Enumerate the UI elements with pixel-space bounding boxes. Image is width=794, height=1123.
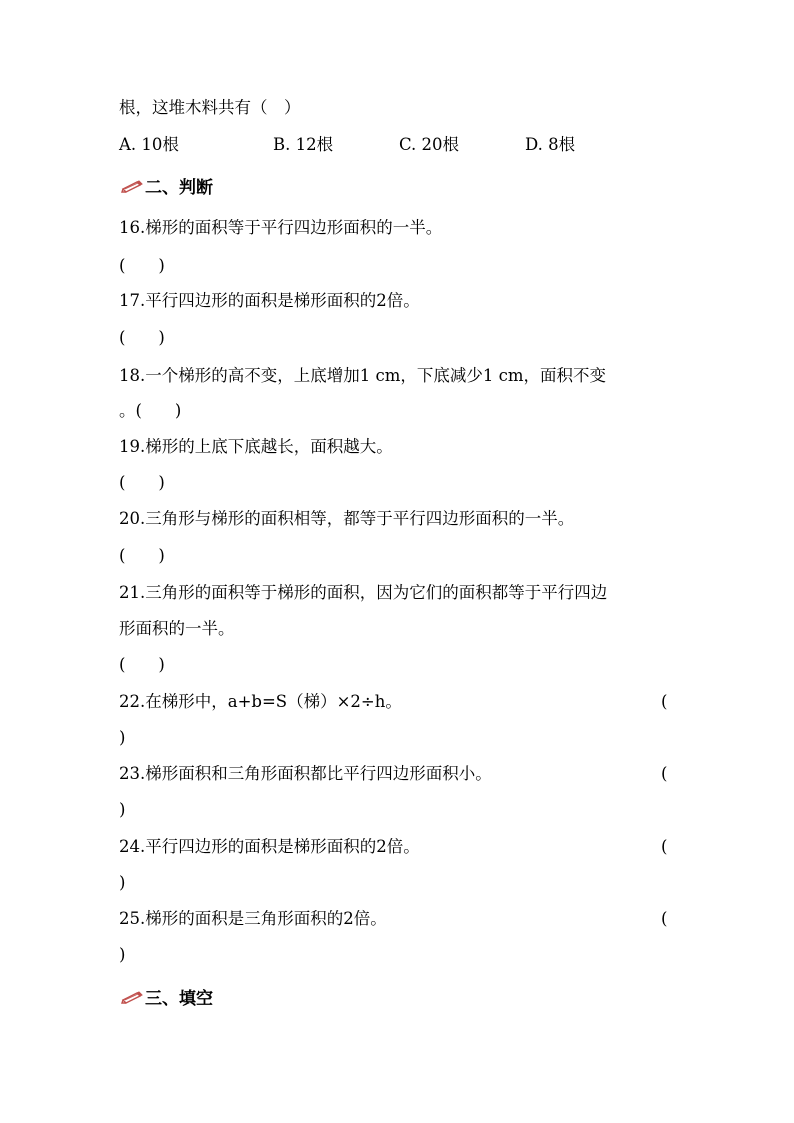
answer-paren: ( ) — [119, 328, 165, 347]
option-a: A. 10根 — [119, 135, 179, 154]
question-18-continued: 。( ) — [119, 401, 182, 420]
option-c: C. 20根 — [399, 135, 460, 154]
section-title: 三、填空 — [145, 989, 213, 1009]
question-17: 17.平行四边形的面积是梯形面积的2倍。 — [119, 291, 420, 310]
question-25: 25.梯形的面积是三角形面积的2倍。 — [119, 909, 387, 928]
answer-paren-close: ) — [119, 945, 126, 964]
question-22: 22.在梯形中，a+b=S（梯）×2÷h。 — [119, 692, 402, 711]
question-15-tail: 根，这堆木料共有（ ） — [119, 98, 301, 117]
answer-paren-open: ( — [661, 692, 668, 711]
question-19: 19.梯形的上底下底越长，面积越大。 — [119, 437, 393, 456]
section-title: 二、判断 — [145, 178, 213, 198]
option-d: D. 8根 — [525, 135, 576, 154]
answer-paren-close: ) — [119, 873, 126, 892]
question-18: 18.一个梯形的高不变，上底增加1 cm，下底减少1 cm，面积不变 — [119, 366, 606, 385]
answer-paren: ( ) — [119, 473, 165, 492]
answer-paren-open: ( — [661, 837, 668, 856]
answer-paren-open: ( — [661, 764, 668, 783]
answer-paren: ( ) — [119, 655, 165, 674]
question-21-continued: 形面积的一半。 — [119, 619, 235, 638]
question-24: 24.平行四边形的面积是梯形面积的2倍。 — [119, 837, 420, 856]
answer-paren-close: ) — [119, 728, 126, 747]
answer-paren-close: ) — [119, 800, 126, 819]
answer-paren-open: ( — [661, 909, 668, 928]
section-heading-judge — [121, 177, 213, 199]
option-b: B. 12根 — [273, 135, 334, 154]
answer-paren: ( ) — [119, 546, 165, 565]
question-16: 16.梯形的面积等于平行四边形面积的一半。 — [119, 218, 443, 237]
question-20: 20.三角形与梯形的面积相等，都等于平行四边形面积的一半。 — [119, 509, 575, 528]
question-23: 23.梯形面积和三角形面积都比平行四边形面积小。 — [119, 764, 492, 783]
pencil-icon — [121, 988, 143, 1010]
pencil-icon — [121, 177, 143, 199]
answer-paren: ( ) — [119, 256, 165, 275]
question-21: 21.三角形的面积等于梯形的面积，因为它们的面积都等于平行四边 — [119, 583, 608, 602]
section-heading-fill — [121, 988, 213, 1010]
